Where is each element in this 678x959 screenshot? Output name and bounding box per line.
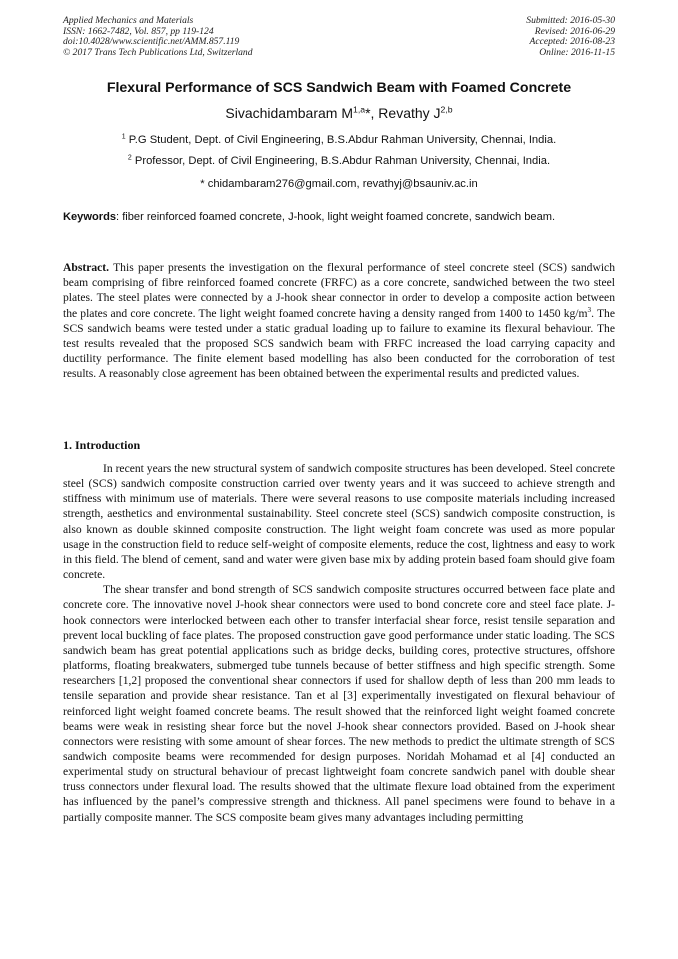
author-emails: * chidambaram276@gmail.com, revathyj@bsauniv.ac.in [200,178,478,190]
paper-title: Flexural Performance of SCS Sandwich Beam with Foamed Concrete [106,80,572,96]
affiliation-1 [63,134,615,146]
affiliation-2-text: Professor, Dept. of Civil Engineering, B.S.Abdur Rahman University, Chennai, India. [131,155,551,167]
intro-paragraph-2: The shear transfer and bond strength of SCS sandwich composite structures occurred between face plate and concrete core. The innovative novel J-hook shear connectors were used to bond concrete core and steel face plate. J-hook connectors were interlocked between each other to transfer interfacial shear force, resist tensile separation and prevent local buckling of face plates. The proposed construction gave good performance under static loading. The SCS sandwich beam has great potential applications such as bridge decks, building cores, protective structures, offshore platforms, floating breakwaters, submerged tube tunnels because of better stiffness and high specific strength. Some researchers [1,2] proposed the conventional shear connectors if used for shallow depth of less than 200 mm leads to tensile separation and provide shear resistance. Tan et al [3] experimentally investigated on flexural behaviour of reinforced light weight foamed concrete beams. The result showed that the reinforced light weight foamed concrete beams were weak in resisting shear force but the novel J-hook shear connectors provided. Based on J-hook shear connectors were resisting with some amount of shear forces. The new methods to predict the ultimate strength of SCS sandwich composite beams were recommended for design purposes. Noridah Mohamad et al [4] conducted an experimental study on structural behaviour of precast lightweight foam concrete sandwich panel with double shear truss connectors under flexural load. The results showed that the ultimate flexure load obtained from the experiment has influenced by the panel’s compressive strength and thickness. All panel specimens were found to behave in a partially composite manner. The SCS composite beam gives many advantages including permitting [63,583,615,824]
abstract-label: Abstract. [63,261,110,274]
journal-copyright: © 2017 Trans Tech Publications Ltd, Switzerland [63,46,253,58]
introduction-body [63,461,615,825]
date-revised: Revised: 2016-06-29 [534,25,615,37]
journal-doi: doi:10.4028/www.scientific.net/AMM.857.119 [63,36,240,48]
publication-dates [526,16,615,58]
affiliation-2 [63,155,615,167]
keywords [63,210,615,226]
affiliation-1-text: P.G Student, Dept. of Civil Engineering, B.S.Abdur Rahman University, Chennai, India. [125,134,557,146]
affiliation-1-num: 1 [121,133,126,141]
abstract-sup: 3 [587,305,592,314]
keywords-text: : fiber reinforced foamed concrete, J-hook, light weight foamed concrete, sandwich beam. [116,211,556,223]
date-online: Online: 2016-11-15 [539,46,615,58]
journal-name: Applied Mechanics and Materials [63,15,194,26]
author-1-mark: *, [365,105,379,121]
abstract-text-2: . The SCS sandwich beams were tested under a static gradual loading up to failure to examine its flexural behaviour. The test results revealed that the proposed SCS sandwich beam with FRFC increased the load carrying capacity and ductility performance. The finite element based modelling has also been conducted for the corroboration of test results. A reasonably close agreement has been obtained between the experimental results and predicted values. [63,306,615,381]
abstract-text-1: This paper presents the investigation on the flexural performance of steel concrete steel (SCS) sandwich beam comprising of fibre reinforced foamed concrete (FRFC) as a core concrete, sandwiched between the two steel plates. The steel plates were connected by a J-hook shear connector in order to develop a composite action between the plates and core concrete. The light weight foamed concrete having a density ranged from 1400 to 1450 kg/m [63,261,615,320]
journal-header [63,16,615,58]
journal-info [63,16,253,58]
author-line [63,105,615,121]
keywords-label: Keywords [63,211,117,223]
author-2-sup: 2,b [440,104,453,115]
intro-paragraph-1: In recent years the new structural system of sandwich composite structures has been developed. Steel concrete steel (SCS) sandwich composite construction carried over twenty years and it was succeed to achieve strength and stiffness with minimum use of materials. There were several reasons to use composite materials including increased strength, aesthetics and environmental sustainability. Steel concrete steel (SCS) sandwich composite construction, is also known as double skinned composite construction. The light weight foam concrete was used as more popular usage in the construction field to reduce self-weight of composite elements, reduce the cost, lightness and easy to work in this field. The blend of cement, sand and water were given base mix by adding protein based foam should give foam concrete. [63,462,615,582]
date-accepted: Accepted: 2016-08-23 [529,36,615,48]
affiliation-2-num: 2 [127,154,132,162]
date-submitted: Submitted: 2016-05-30 [526,15,615,26]
author-2: Revathy J [378,105,441,121]
author-1-sup: 1,a [353,104,366,115]
journal-issn: ISSN: 1662-7482, Vol. 857, pp 119-124 [63,25,214,37]
section-heading: 1. Introduction [63,438,141,452]
abstract [63,260,615,382]
author-1: Sivachidambaram M [225,105,353,121]
